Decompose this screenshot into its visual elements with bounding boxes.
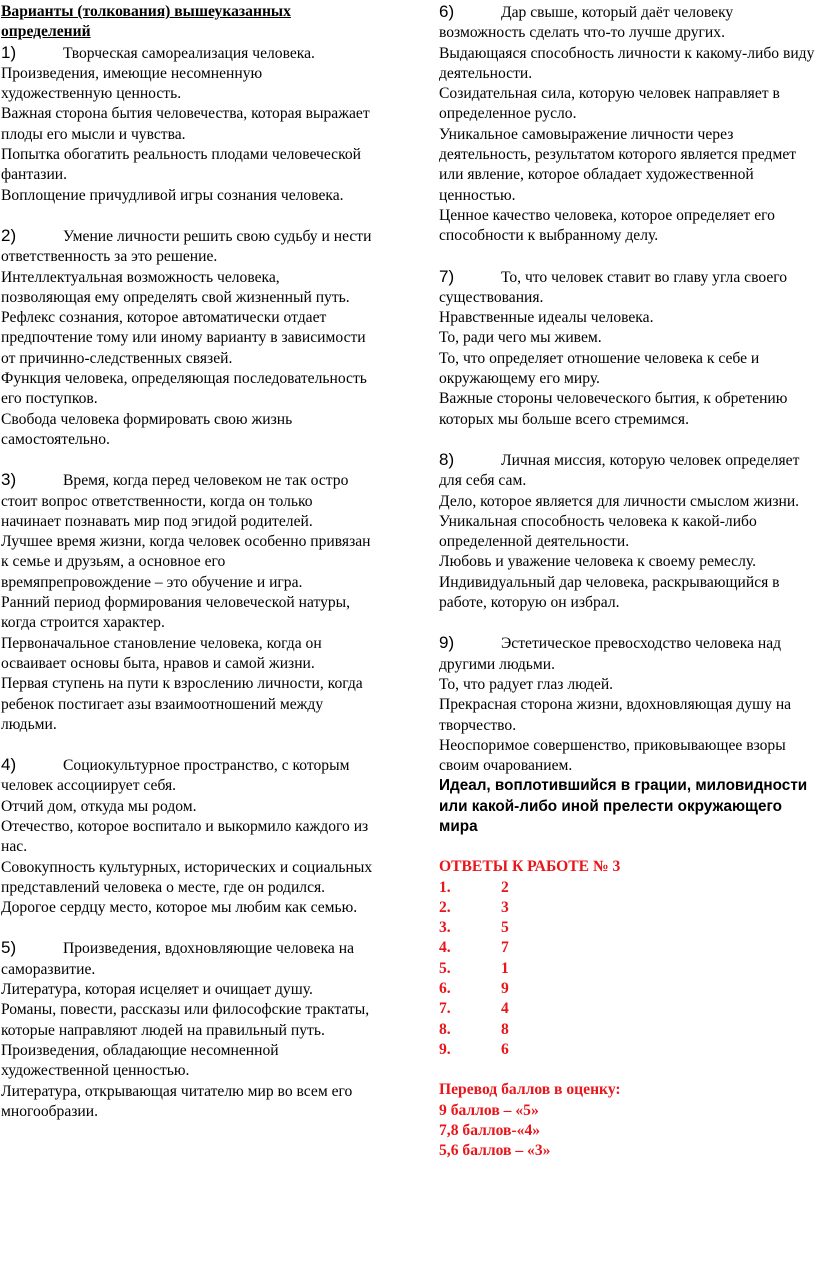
answer-number: 7. — [439, 1000, 451, 1018]
answer-value: 6 — [501, 1040, 509, 1058]
definition-text: Эстетическое превосходство человека над другими людьми. — [439, 635, 782, 673]
definition-first-line — [439, 2, 815, 44]
answer-row — [439, 878, 815, 898]
answer-value: 7 — [501, 939, 509, 957]
variant-line: Отечество, которое воспитало и выкормило каждого из нас. — [1, 817, 369, 856]
variant-line: Индивидуальный дар человека, раскрывающийся в работе, которую он избрал. — [439, 573, 780, 612]
definition-group — [1, 755, 373, 918]
definition-group — [439, 633, 815, 837]
definition-first-line — [1, 43, 373, 64]
section-heading: Варианты (толкования) вышеуказанных определений — [1, 3, 291, 41]
answer-value: 5 — [501, 919, 509, 937]
answer-value: 9 — [501, 980, 509, 998]
answer-row — [439, 1040, 815, 1060]
definition-text: Время, когда перед человеком не так остро стоит вопрос ответственности, когда он только начинает познавать мир под эгидой родителей. — [1, 472, 349, 530]
definition-first-line — [1, 470, 373, 532]
variant-line: Свобода человека формировать свою жизнь самостоятельно. — [1, 410, 293, 448]
definition-number: 3) — [1, 470, 17, 490]
variant-line: Интеллектуальная возможность человека, позволяющая ему определять свой жизненный путь. — [1, 268, 350, 306]
right-column — [439, 2, 815, 1161]
definition-group — [439, 267, 815, 430]
grading-title: Перевод баллов в оценку: — [439, 1081, 621, 1099]
answer-row — [439, 918, 815, 938]
answers-list — [439, 878, 815, 1061]
variant-line: Важная сторона бытия человечества, которая выражает плоды его мысли и чувства. — [1, 105, 370, 143]
definition-text: То, что человек ставит во главу угла своего существования. — [439, 268, 788, 306]
definition-first-line — [1, 938, 373, 980]
definition-first-line — [1, 755, 373, 797]
definition-first-line — [439, 450, 815, 492]
definition-first-line — [1, 226, 373, 268]
definition-number: 4) — [1, 755, 17, 775]
variant-line: То, что радует глаз людей. — [439, 675, 614, 693]
variant-line: Романы, повести, рассказы или философские трактаты, которые направляют людей на правильный путь. — [1, 1001, 370, 1039]
answer-number: 6. — [439, 980, 451, 998]
left-definition-groups — [1, 43, 373, 1123]
answer-value: 8 — [501, 1020, 509, 1038]
variant-line: Отчий дом, откуда мы родом. — [1, 797, 197, 815]
definition-text: Произведения, вдохновляющие человека на саморазвитие. — [1, 940, 355, 978]
variant-line: Ценное качество человека, которое определяет его способности к выбранному делу. — [439, 206, 775, 245]
definition-group — [439, 450, 815, 613]
answer-row — [439, 979, 815, 999]
definition-number: 9) — [439, 633, 455, 653]
answer-value: 1 — [501, 959, 509, 977]
grading-line: 9 баллов – «5» — [439, 1101, 539, 1119]
variant-line: Уникальное самовыражение личности через деятельность, результатом которого является предмет или явление, которое обладает художественной ценностью. — [439, 125, 797, 204]
variant-line: Неоспоримое совершенство, приковывающее взоры своим очарованием. — [439, 736, 786, 775]
answer-number: 9. — [439, 1040, 451, 1058]
definition-number: 7) — [439, 266, 455, 286]
definition-text: Умение личности решить свою судьбу и нести ответственность за это решение. — [1, 227, 372, 266]
grading-line: 7,8 баллов-«4» — [439, 1121, 541, 1139]
variant-line: Выдающаяся способность личности к какому-либо виду деятельности. — [439, 44, 815, 82]
variant-line: Ранний период формирования человеческой натуры, когда строится характер. — [1, 594, 351, 632]
definition-text: Дар свыше, который даёт человеку возможность сделать что-то лучше других. — [439, 4, 734, 42]
variant-line: Любовь и уважение человека к своему ремеслу. — [439, 553, 756, 571]
variant-line: Созидательная сила, которую человек направляет в определенное русло. — [439, 85, 780, 123]
variant-line: Прекрасная сторона жизни, вдохновляющая душу на творчество. — [439, 696, 792, 734]
grading-list — [439, 1101, 815, 1162]
answer-number: 4. — [439, 939, 451, 957]
definition-group — [1, 470, 373, 735]
answer-number: 2. — [439, 898, 451, 916]
definition-group — [1, 226, 373, 450]
definition-text: Творческая самореализация человека. — [63, 44, 315, 62]
answer-value: 3 — [501, 898, 509, 916]
variant-line: Совокупность культурных, исторических и социальных представлений человека о месте, где он родился. — [1, 858, 373, 896]
definition-group — [1, 938, 373, 1122]
variant-line: То, что определяет отношение человека к себе и окружающему его миру. — [439, 349, 760, 388]
variant-line: Первая ступень на пути к взрослению личности, когда ребенок постигает азы взаимоотношений между людьми. — [1, 675, 363, 733]
answer-number: 8. — [439, 1020, 451, 1038]
answer-row — [439, 938, 815, 958]
answer-value: 4 — [501, 1000, 509, 1018]
variant-line: Воплощение причудливой игры сознания человека. — [1, 186, 344, 204]
definition-number: 8) — [439, 449, 455, 469]
answer-number: 3. — [439, 919, 451, 937]
answer-number: 5. — [439, 959, 451, 977]
definition-group — [1, 43, 373, 206]
definition-first-line — [439, 267, 815, 309]
definition-number: 1) — [1, 42, 17, 62]
variant-line: Нравственные идеалы человека. — [439, 309, 654, 327]
variant-line: Важные стороны человеческого бытия, к обретению которых мы больше всего стремимся. — [439, 390, 788, 428]
definition-text: Личная миссия, которую человек определяет для себя сам. — [439, 451, 800, 490]
variant-line-bold: Идеал, воплотившийся в грации, миловидности или какой-либо иной прелести окружающего мира — [439, 777, 808, 835]
definition-text: Социокультурное пространство, с которым человек ассоциирует себя. — [1, 757, 350, 795]
answer-number: 1. — [439, 878, 451, 896]
variant-line: Произведения, обладающие несомненной художественной ценностью. — [1, 1041, 279, 1080]
definition-first-line — [439, 633, 815, 675]
variant-line: Дело, которое является для личности смыслом жизни. — [439, 492, 800, 510]
answer-row — [439, 898, 815, 918]
variant-line: То, ради чего мы живем. — [439, 329, 602, 347]
variant-line: Рефлекс сознания, которое автоматически отдает предпочтение тому или иному варианту в зависимости от причинно-следственных связей. — [1, 309, 366, 367]
variant-line: Попытка обогатить реальность плодами человеческой фантазии. — [1, 146, 362, 184]
variant-line: Лучшее время жизни, когда человек особенно привязан к семье и друзьям, а основное его времяпрепровождение – это обучение и игра. — [1, 533, 371, 591]
answer-row — [439, 1020, 815, 1040]
answer-value: 2 — [501, 878, 509, 896]
answers-title: ОТВЕТЫ К РАБОТЕ № 3 — [439, 858, 621, 876]
definition-number: 5) — [1, 938, 17, 958]
answer-row — [439, 959, 815, 979]
left-column — [1, 2, 373, 1122]
variant-line: Функция человека, определяющая последовательность его поступков. — [1, 370, 367, 408]
variant-line: Произведения, имеющие несомненную художественную ценность. — [1, 64, 263, 103]
variant-line: Литература, которая исцеляет и очищает душу. — [1, 981, 313, 999]
right-definition-groups — [439, 2, 815, 837]
definition-number: 6) — [439, 2, 455, 21]
answer-row — [439, 999, 815, 1019]
definition-group — [439, 2, 815, 247]
variant-line: Литература, открывающая читателю мир во всем его многообразии. — [1, 1082, 353, 1120]
variant-line: Дорогое сердцу место, которое мы любим как семью. — [1, 899, 358, 917]
variant-line: Первоначальное становление человека, когда он осваивает основы быта, нравов и самой жизни. — [1, 634, 322, 672]
grading-block — [439, 1080, 815, 1161]
grading-line: 5,6 баллов – «3» — [439, 1142, 551, 1160]
answers-block — [439, 857, 815, 1060]
definition-number: 2) — [1, 225, 17, 245]
variant-line: Уникальная способность человека к какой-либо определенной деятельности. — [439, 512, 757, 551]
